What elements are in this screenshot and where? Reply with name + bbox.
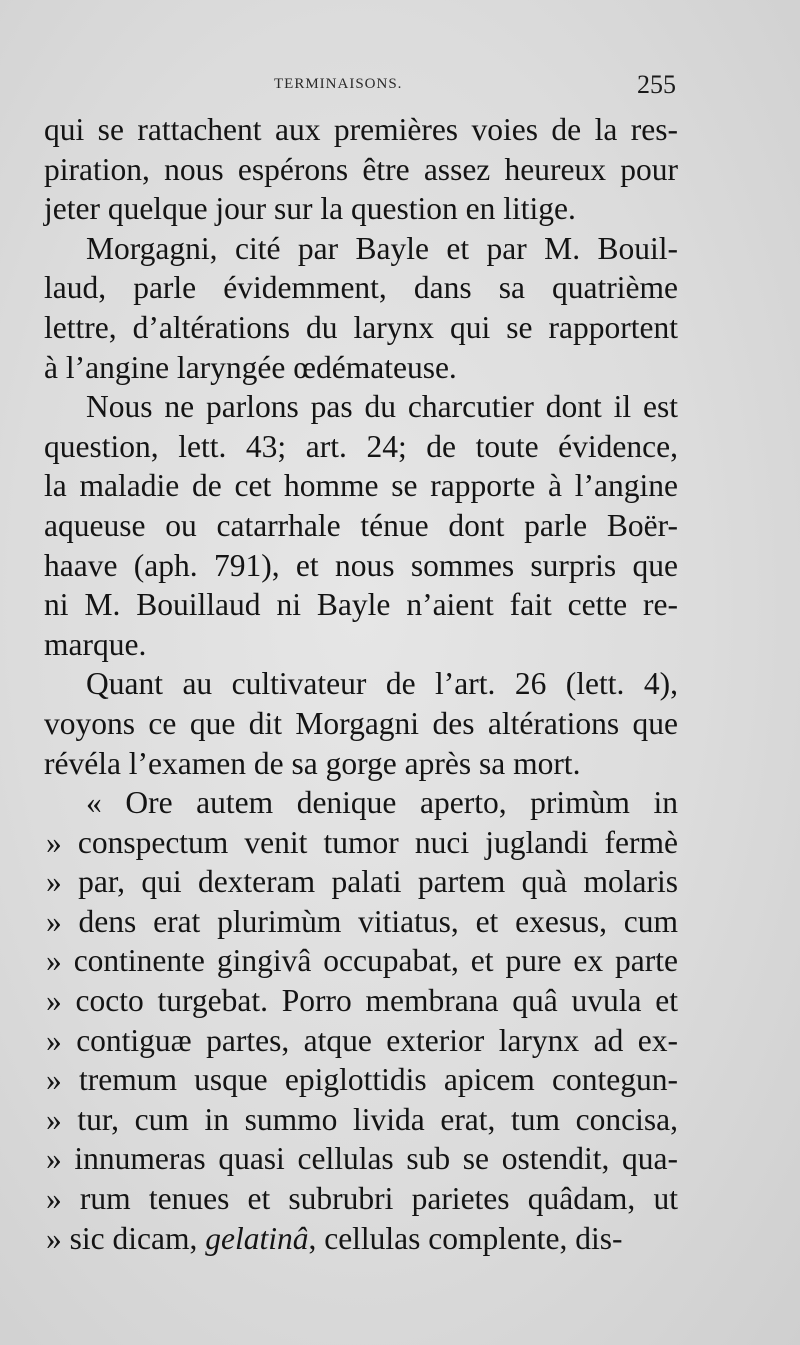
text-line: jeter quelque jour sur la question en litige. — [44, 191, 576, 227]
text-line: ni M. Bouillaud ni Bayle n’aient fait cette re- — [44, 587, 678, 623]
paragraph-start-line: Nous ne parlons pas du charcutier dont il est — [86, 389, 678, 425]
paragraph-start-line: Morgagni, cité par Bayle et par M. Bouil- — [86, 230, 678, 266]
text-line: aqueuse ou catarrhale ténue dont parle Boër- — [44, 507, 678, 543]
quote-line: » tremum usque epiglottidis apicem contegun- — [46, 1062, 678, 1098]
running-head: TERMINAISONS. — [274, 76, 403, 92]
italic-word: gelatinâ — [205, 1220, 309, 1256]
quote-line: » tur, cum in summo livida erat, tum concisa, — [46, 1101, 678, 1137]
text-line: révéla l’examen de sa gorge après sa mort. — [44, 745, 581, 781]
quote-line: » continente gingivâ occupabat, et pure ex parte — [46, 943, 678, 979]
text-line: la maladie de cet homme se rapporte à l’angine — [44, 468, 678, 504]
quote-line: » contiguæ partes, atque exterior larynx ad ex- — [46, 1022, 678, 1058]
quote-line-mixed — [44, 1219, 678, 1259]
text-line: question, lett. 43; art. 24; de toute évidence, — [44, 428, 678, 464]
text-run: , cellulas complente, dis- — [308, 1220, 623, 1256]
text-line: laud, parle évidemment, dans sa quatrième — [44, 270, 678, 306]
quote-line: » rum tenues et subrubri parietes quâdam, ut — [46, 1181, 678, 1217]
text-line: qui se rattachent aux premières voies de la res- — [44, 112, 678, 147]
text-line: à l’angine laryngée œdémateuse. — [44, 349, 457, 385]
body-text — [44, 110, 678, 1258]
quote-line: » cocto turgebat. Porro membrana quâ uvula et — [46, 983, 678, 1019]
text-run: » sic dicam, — [46, 1220, 206, 1256]
text-line: marque. — [44, 626, 147, 662]
text-line: voyons ce que dit Morgagni des altérations que — [44, 705, 678, 741]
quote-start-line: « Ore autem denique aperto, primùm in — [86, 785, 678, 821]
page-header — [44, 70, 676, 100]
text-line: lettre, d’altérations du larynx qui se rapportent — [44, 309, 678, 345]
quote-line: » innumeras quasi cellulas sub se ostendit, qua- — [46, 1141, 678, 1177]
text-line: haave (aph. 791), et nous sommes surpris que — [44, 547, 678, 583]
page-number: 255 — [637, 70, 676, 99]
paragraph-start-line: Quant au cultivateur de l’art. 26 (lett. 4), — [86, 666, 678, 702]
quote-line: » par, qui dexteram palati partem quà molaris — [46, 864, 678, 900]
quote-line: » dens erat plurimùm vitiatus, et exesus, cum — [46, 903, 678, 939]
quote-line: » conspectum venit tumor nuci juglandi fermè — [46, 824, 678, 860]
text-line: piration, nous espérons être assez heureux pour — [44, 151, 678, 187]
